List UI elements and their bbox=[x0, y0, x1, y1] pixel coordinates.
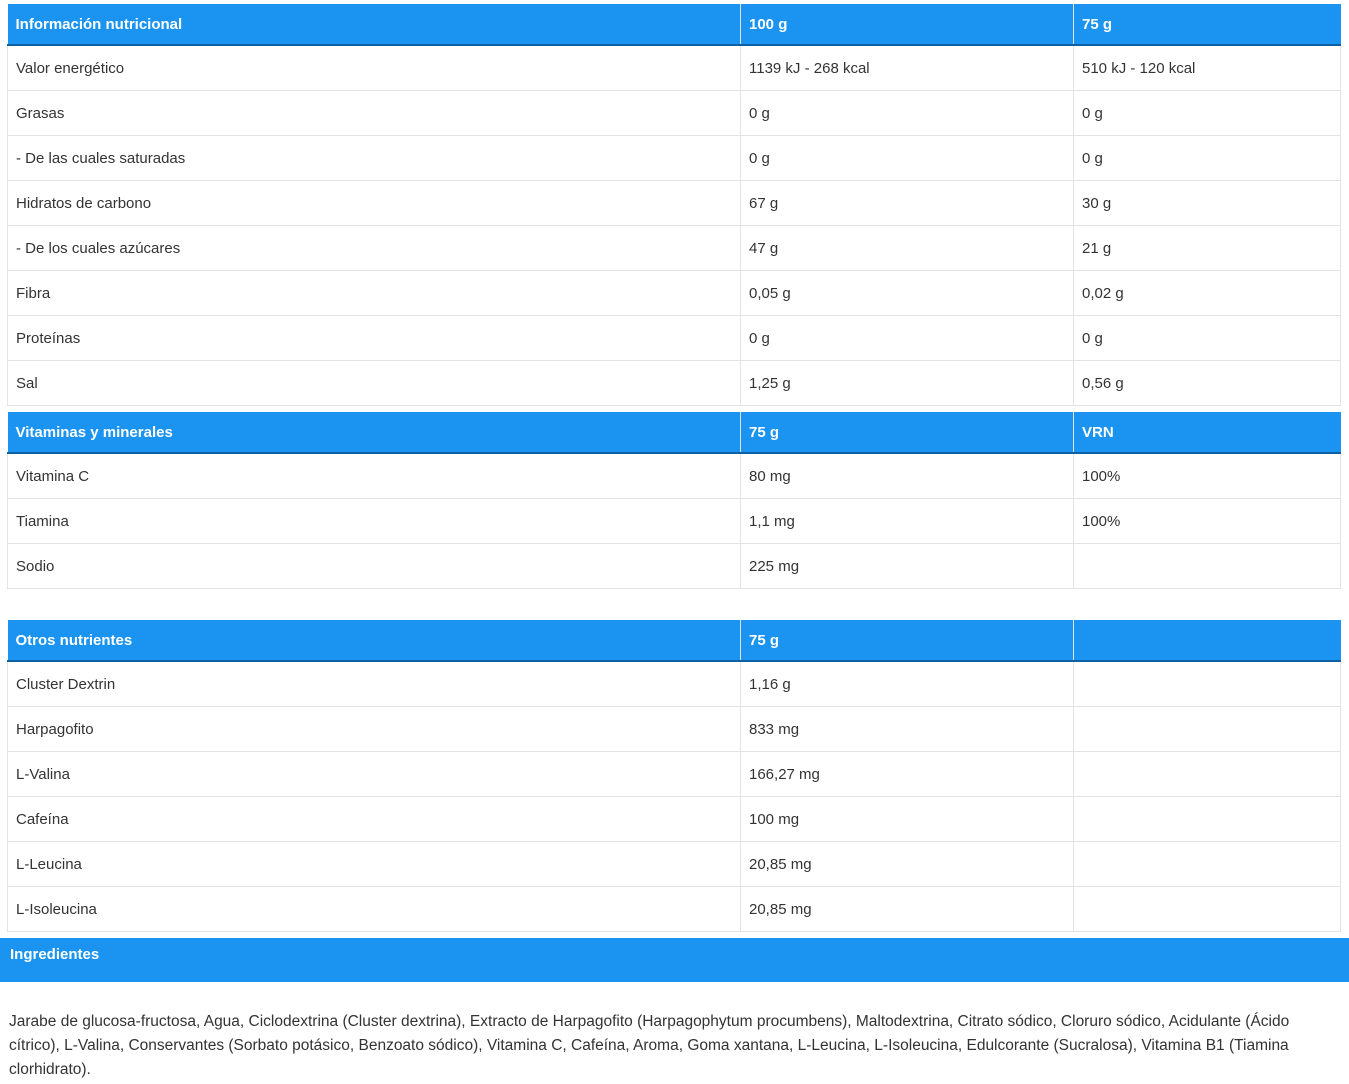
other-nutrients-header-empty bbox=[1074, 620, 1341, 661]
other-nutrient-extra bbox=[1074, 661, 1341, 707]
nutrient-value-75g: 510 kJ - 120 kcal bbox=[1074, 45, 1341, 91]
table-row bbox=[8, 842, 1341, 887]
nutrient-value-100g: 0,05 g bbox=[741, 271, 1074, 316]
vitamin-vrn: 100% bbox=[1074, 499, 1341, 544]
vitamins-header-label: Vitaminas y minerales bbox=[8, 412, 741, 453]
other-nutrients-header-75g: 75 g bbox=[741, 620, 1074, 661]
vitamin-name: Tiamina bbox=[8, 499, 741, 544]
table-row bbox=[8, 707, 1341, 752]
ingredients-header-bar bbox=[0, 938, 1349, 982]
other-nutrient-name: Cluster Dextrin bbox=[8, 661, 741, 707]
nutrient-name: Proteínas bbox=[8, 316, 741, 361]
other-nutrient-name: L-Leucina bbox=[8, 842, 741, 887]
table-row bbox=[8, 181, 1341, 226]
nutrient-value-100g: 0 g bbox=[741, 136, 1074, 181]
nutrient-name: - De las cuales saturadas bbox=[8, 136, 741, 181]
nutrient-value-75g: 0 g bbox=[1074, 316, 1341, 361]
nutrient-name: - De los cuales azúcares bbox=[8, 226, 741, 271]
nutrient-value-100g: 67 g bbox=[741, 181, 1074, 226]
table-row bbox=[8, 887, 1341, 932]
nutrient-value-75g: 0,02 g bbox=[1074, 271, 1341, 316]
vitamin-vrn bbox=[1074, 544, 1341, 589]
other-nutrient-extra bbox=[1074, 752, 1341, 797]
nutrient-value-75g: 0 g bbox=[1074, 136, 1341, 181]
other-nutrients-table bbox=[7, 620, 1341, 932]
table-row bbox=[8, 226, 1341, 271]
other-nutrient-name: L-Isoleucina bbox=[8, 887, 741, 932]
table-row bbox=[8, 91, 1341, 136]
table-row bbox=[8, 316, 1341, 361]
other-nutrient-name: L-Valina bbox=[8, 752, 741, 797]
nutrition-header-100g: 100 g bbox=[741, 4, 1074, 45]
nutrient-value-75g: 21 g bbox=[1074, 226, 1341, 271]
other-nutrient-value-75g: 100 mg bbox=[741, 797, 1074, 842]
vitamin-name: Vitamina C bbox=[8, 453, 741, 499]
nutrition-table bbox=[7, 4, 1341, 406]
table-row bbox=[8, 797, 1341, 842]
table-row bbox=[8, 661, 1341, 707]
vitamins-table bbox=[7, 412, 1341, 589]
vitamin-vrn: 100% bbox=[1074, 453, 1341, 499]
table-row bbox=[8, 361, 1341, 406]
other-nutrients-header-label: Otros nutrientes bbox=[8, 620, 741, 661]
nutrient-value-100g: 0 g bbox=[741, 316, 1074, 361]
nutrient-name: Valor energético bbox=[8, 45, 741, 91]
table-row bbox=[8, 45, 1341, 91]
nutrient-value-100g: 1,25 g bbox=[741, 361, 1074, 406]
vitamin-value-75g: 225 mg bbox=[741, 544, 1074, 589]
nutrient-name: Fibra bbox=[8, 271, 741, 316]
nutrient-value-100g: 0 g bbox=[741, 91, 1074, 136]
other-nutrient-extra bbox=[1074, 797, 1341, 842]
nutrient-value-100g: 47 g bbox=[741, 226, 1074, 271]
nutrient-name: Sal bbox=[8, 361, 741, 406]
ingredients-title: Ingredientes bbox=[10, 946, 100, 963]
table-row bbox=[8, 453, 1341, 499]
other-nutrient-value-75g: 833 mg bbox=[741, 707, 1074, 752]
table-row bbox=[8, 271, 1341, 316]
nutrient-value-75g: 0 g bbox=[1074, 91, 1341, 136]
nutrition-header-label: Información nutricional bbox=[8, 4, 741, 45]
nutrition-header-row bbox=[8, 4, 1341, 45]
other-nutrient-extra bbox=[1074, 887, 1341, 932]
vitamins-header-row bbox=[8, 412, 1341, 453]
table-row bbox=[8, 499, 1341, 544]
vitamins-header-vrn: VRN bbox=[1074, 412, 1341, 453]
table-row bbox=[8, 544, 1341, 589]
nutrient-value-75g: 30 g bbox=[1074, 181, 1341, 226]
other-nutrient-value-75g: 1,16 g bbox=[741, 661, 1074, 707]
other-nutrient-value-75g: 20,85 mg bbox=[741, 842, 1074, 887]
nutrient-value-100g: 1139 kJ - 268 kcal bbox=[741, 45, 1074, 91]
vitamins-header-75g: 75 g bbox=[741, 412, 1074, 453]
nutrient-name: Hidratos de carbono bbox=[8, 181, 741, 226]
other-nutrient-extra bbox=[1074, 707, 1341, 752]
nutrition-header-75g: 75 g bbox=[1074, 4, 1341, 45]
other-nutrient-value-75g: 20,85 mg bbox=[741, 887, 1074, 932]
nutrient-value-75g: 0,56 g bbox=[1074, 361, 1341, 406]
other-nutrient-name: Cafeína bbox=[8, 797, 741, 842]
other-nutrient-name: Harpagofito bbox=[8, 707, 741, 752]
other-nutrients-header-row bbox=[8, 620, 1341, 661]
vitamin-value-75g: 1,1 mg bbox=[741, 499, 1074, 544]
table-row bbox=[8, 136, 1341, 181]
ingredients-text: Jarabe de glucosa-fructosa, Agua, Ciclodextrina (Cluster dextrina), Extracto de Harpagofito (Harpagophytum procumbens), Maltodextrina, Citrato sódico, Cloruro sódico, Acidulante (Ácido cítrico), L-Valina, Conservantes (Sorbato potásico, Benzoato sódico), Vitamina C, Cafeína, Aroma, Goma xantana, L-Leucina, L-Isoleucina, Edulcorante (Sucralosa), Vitamina B1 (Tiamina clorhidrato). bbox=[9, 1013, 1290, 1078]
nutrient-name: Grasas bbox=[8, 91, 741, 136]
table-row bbox=[8, 752, 1341, 797]
other-nutrient-value-75g: 166,27 mg bbox=[741, 752, 1074, 797]
other-nutrient-extra bbox=[1074, 842, 1341, 887]
vitamin-value-75g: 80 mg bbox=[741, 453, 1074, 499]
vitamin-name: Sodio bbox=[8, 544, 741, 589]
